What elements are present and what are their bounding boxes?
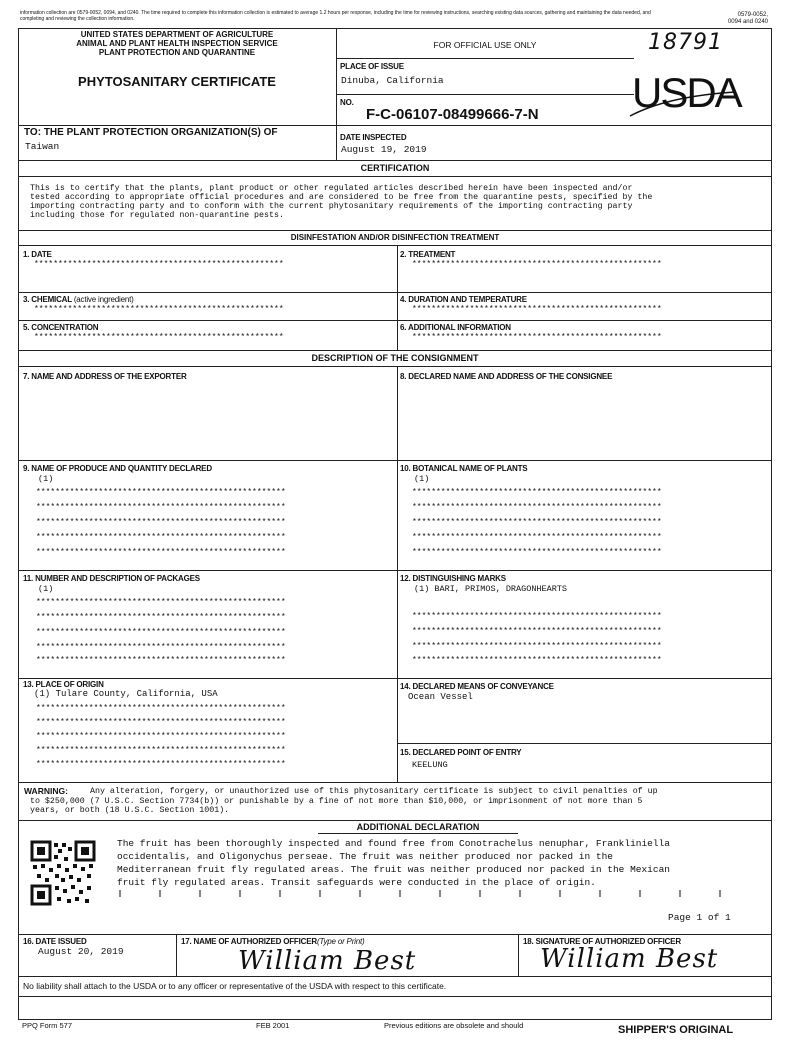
signature-label: 18. SIGNATURE OF AUTHORIZED OFFICER bbox=[523, 937, 681, 946]
official-use-label: FOR OFFICIAL USE ONLY bbox=[433, 40, 537, 50]
to-label: TO: THE PLANT PROTECTION ORGANIZATION(S) OF bbox=[24, 127, 278, 138]
additional-info-stars: **************************************************** bbox=[412, 333, 662, 342]
packages-stars-2: **************************************************** bbox=[36, 613, 286, 622]
certificate-number: F-C-06107-08499666-7-N bbox=[366, 106, 539, 123]
warning-line-2: to $250,000 (7 U.S.C. Section 7734(b)) or punishable by a fine of not more than $10,000, or imprisonment of not more than 5 bbox=[30, 796, 643, 806]
exporter-label: 7. NAME AND ADDRESS OF THE EXPORTER bbox=[23, 372, 187, 381]
packages-stars-3: **************************************************** bbox=[36, 628, 286, 637]
warning-text bbox=[30, 787, 658, 816]
certification-line-2: tested according to appropriate official procedures and are considered to be free from the quarantine pests, specified by the bbox=[30, 193, 653, 202]
entry-label: 15. DECLARED POINT OF ENTRY bbox=[400, 748, 522, 757]
omb-line-2: 0094 and 0240 bbox=[727, 19, 768, 25]
packages-stars-5: **************************************************** bbox=[36, 656, 286, 665]
warning-label: WARNING: bbox=[24, 786, 68, 796]
warning-line-1: Any alteration, forgery, or unauthorized use of this phytosanitary certificate is subject to civil penalties of up bbox=[90, 787, 658, 796]
certification-heading: CERTIFICATION bbox=[360, 163, 430, 173]
produce-label: 9. NAME OF PRODUCE AND QUANTITY DECLARED bbox=[23, 464, 212, 473]
certificate-title: PHYTOSANITARY CERTIFICATE bbox=[78, 74, 276, 89]
botanical-stars-2: **************************************************** bbox=[412, 503, 662, 512]
produce-stars-2: **************************************************** bbox=[36, 503, 286, 512]
botanical-label: 10. BOTANICAL NAME OF PLANTS bbox=[400, 464, 528, 473]
date-stars: **************************************************** bbox=[34, 260, 284, 269]
copy-designation: SHIPPER'S ORIGINAL bbox=[618, 1024, 734, 1036]
origin-label: 13. PLACE OF ORIGIN bbox=[23, 680, 104, 689]
conveyance-value: Ocean Vessel bbox=[408, 692, 473, 702]
marks-value: (1) BARI, PRIMOS, DRAGONHEARTS bbox=[414, 584, 568, 594]
declaration-line-4: fruit fly regulated areas. Transit safeguards were conducted in the place of origin. bbox=[117, 877, 596, 888]
produce-stars-3: **************************************************** bbox=[36, 518, 286, 527]
conveyance-label: 14. DECLARED MEANS OF CONVEYANCE bbox=[400, 682, 554, 691]
tick-marks bbox=[110, 888, 760, 900]
place-of-issue-value: Dinuba, California bbox=[341, 75, 444, 86]
agency-line-3: PLANT PROTECTION AND QUARANTINE bbox=[98, 48, 256, 57]
chemical-note: (active ingredient) bbox=[73, 295, 134, 304]
handwritten-number: 18791 bbox=[648, 30, 723, 55]
packages-stars-1: **************************************************** bbox=[36, 598, 286, 607]
declaration-line-1: The fruit has been thoroughly inspected and found free from Conotrachelus nenuphar, Frankliniella bbox=[117, 838, 670, 849]
botanical-stars-1: **************************************************** bbox=[412, 488, 662, 497]
date-label: 1. DATE bbox=[23, 250, 52, 259]
botanical-stars-5: **************************************************** bbox=[412, 548, 662, 557]
origin-stars-5: **************************************************** bbox=[36, 760, 286, 769]
duration-label: 4. DURATION AND TEMPERATURE bbox=[400, 295, 527, 304]
date-inspected-value: August 19, 2019 bbox=[341, 144, 427, 155]
agency-block bbox=[18, 30, 336, 57]
concentration-label: 5. CONCENTRATION bbox=[23, 323, 99, 332]
date-issued-value: August 20, 2019 bbox=[38, 946, 124, 957]
packages-item: (1) bbox=[38, 584, 54, 594]
officer-signature: William Best bbox=[540, 944, 719, 974]
origin-stars-3: **************************************************** bbox=[36, 732, 286, 741]
marks-stars-1: **************************************************** bbox=[412, 612, 662, 621]
origin-stars-4: **************************************************** bbox=[36, 746, 286, 755]
page-indicator: Page 1 of 1 bbox=[668, 912, 731, 923]
declaration-line-3: Mediterranean fruit fly regulated areas. The fruit was neither produced nor packed in the Mexican bbox=[117, 864, 670, 875]
warning-line-3: years, or both (18 U.S.C. Section 1001). bbox=[30, 806, 230, 815]
duration-stars: **************************************************** bbox=[412, 305, 662, 314]
additional-declaration-text bbox=[117, 837, 670, 889]
burden-notice: information collection are 0579-0052, 0094, and 0240. The time required to complete this information collection is estimated to average 1.2 hours per response, including the time for reviewing instructions, searching existing data sources, gathering and maintaining the data needed, and completing and reviewing the collection information. bbox=[20, 10, 651, 22]
officer-label-text: 17. NAME OF AUTHORIZED OFFICER bbox=[181, 937, 317, 946]
chemical-stars: **************************************************** bbox=[34, 305, 284, 314]
form-date: FEB 2001 bbox=[256, 1021, 290, 1030]
produce-item: (1) bbox=[38, 474, 54, 484]
omb-line-1: 0579-0052, bbox=[737, 12, 768, 18]
additional-declaration-heading: ADDITIONAL DECLARATION bbox=[356, 822, 480, 832]
certification-line-3: importing contracting party and to conform with the current phytosanitary requirements of the importing contracting party bbox=[30, 202, 633, 211]
certification-line-1: This is to certify that the plants, plant product or other regulated articles described herein have been inspected and/or bbox=[30, 184, 633, 193]
produce-stars-4: **************************************************** bbox=[36, 533, 286, 542]
chemical-label bbox=[23, 295, 134, 304]
produce-stars-5: **************************************************** bbox=[36, 548, 286, 557]
consignee-label: 8. DECLARED NAME AND ADDRESS OF THE CONSIGNEE bbox=[400, 372, 613, 381]
officer-name: William Best bbox=[238, 946, 417, 976]
certification-line-4: including those for regulated non-quarantine pests. bbox=[30, 211, 284, 220]
marks-label: 12. DISTINGUISHING MARKS bbox=[400, 574, 506, 583]
liability-statement: No liability shall attach to the USDA or to any officer or representative of the USDA with respect to this certificate. bbox=[23, 981, 447, 991]
additional-info-label: 6. ADDITIONAL INFORMATION bbox=[400, 323, 511, 332]
usda-logo-swoosh bbox=[628, 86, 738, 126]
previous-editions-note: Previous editions are obsolete and should bbox=[384, 1021, 524, 1030]
officer-note: (Type or Print) bbox=[316, 937, 365, 946]
agency-line-1: UNITED STATES DEPARTMENT OF AGRICULTURE bbox=[80, 30, 274, 39]
treatment-label: 2. TREATMENT bbox=[400, 250, 456, 259]
marks-stars-2: **************************************************** bbox=[412, 627, 662, 636]
marks-stars-4: **************************************************** bbox=[412, 656, 662, 665]
origin-value: (1) Tulare County, California, USA bbox=[34, 689, 218, 699]
treatment-stars: **************************************************** bbox=[412, 260, 662, 269]
marks-stars-3: **************************************************** bbox=[412, 642, 662, 651]
entry-value: KEELUNG bbox=[412, 760, 448, 770]
qr-code-icon bbox=[30, 840, 96, 906]
botanical-stars-4: **************************************************** bbox=[412, 533, 662, 542]
produce-stars-1: **************************************************** bbox=[36, 488, 286, 497]
chemical-label-text: 3. CHEMICAL bbox=[23, 295, 72, 304]
number-label: NO. bbox=[340, 98, 354, 107]
agency-line-2: ANIMAL AND PLANT HEALTH INSPECTION SERVICE bbox=[76, 39, 278, 48]
officer-label bbox=[181, 937, 364, 946]
botanical-item: (1) bbox=[414, 474, 430, 484]
botanical-stars-3: **************************************************** bbox=[412, 518, 662, 527]
form-number: PPQ Form 577 bbox=[22, 1021, 73, 1030]
consignment-heading: DESCRIPTION OF THE CONSIGNMENT bbox=[311, 353, 479, 363]
concentration-stars: **************************************************** bbox=[34, 333, 284, 342]
date-inspected-label: DATE INSPECTED bbox=[340, 133, 407, 142]
place-of-issue-label: PLACE OF ISSUE bbox=[340, 62, 404, 71]
treatment-heading: DISINFESTATION AND/OR DISINFECTION TREATMENT bbox=[290, 233, 500, 242]
to-country: Taiwan bbox=[25, 141, 60, 152]
packages-stars-4: **************************************************** bbox=[36, 643, 286, 652]
date-issued-label: 16. DATE ISSUED bbox=[23, 937, 87, 946]
declaration-line-2: occidentalis, and Oligonychus perseae. The fruit was neither produced nor packed in the bbox=[117, 851, 613, 862]
packages-label: 11. NUMBER AND DESCRIPTION OF PACKAGES bbox=[23, 574, 200, 583]
certification-text bbox=[30, 184, 652, 220]
omb-number bbox=[728, 12, 768, 26]
origin-stars-1: **************************************************** bbox=[36, 704, 286, 713]
usda-logo: USDA bbox=[632, 69, 741, 116]
origin-stars-2: **************************************************** bbox=[36, 718, 286, 727]
